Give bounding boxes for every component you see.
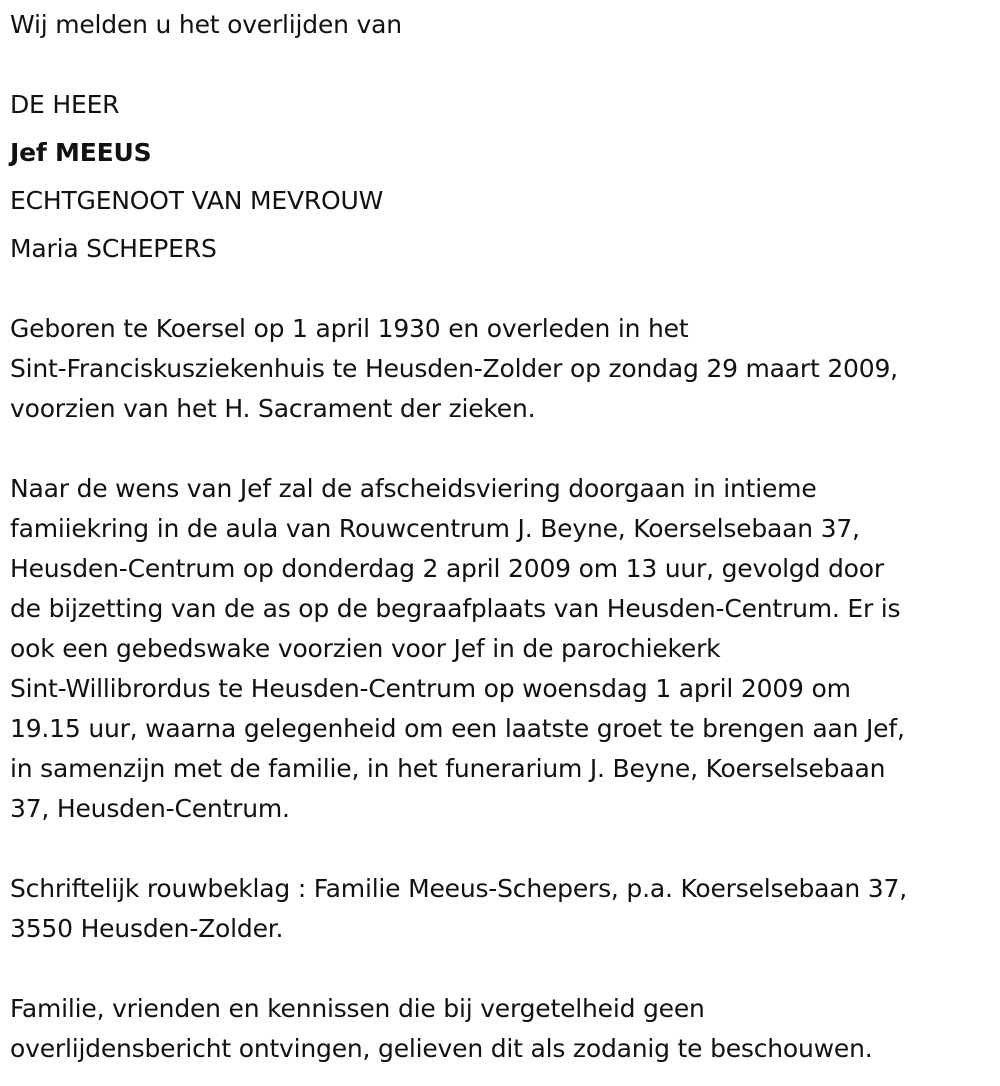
paragraph-line: ook een gebedswake voorzien voor Jef in de parochiekerk [10,634,721,663]
paragraph-line: Naar de wens van Jef zal de afscheidsviering doorgaan in intieme [10,474,817,503]
intro-text: Wij melden u het overlijden van [10,10,402,39]
paragraph-line: Sint-Willibrordus te Heusden-Centrum op woensdag 1 april 2009 om [10,674,851,703]
paragraph-line: de bijzetting van de as op de begraafplaats van Heusden-Centrum. Er is [10,594,901,623]
spouse-label: ECHTGENOOT VAN MEVROUW [10,186,384,215]
honorific: DE HEER [10,90,120,119]
paragraph-line: 19.15 uur, waarna gelegenheid om een laatste groet te brengen aan Jef, [10,714,905,743]
paragraph-line: Familie, vrienden en kennissen die bij vergetelheid geen [10,994,705,1023]
paragraph-line: famiiekring in de aula van Rouwcentrum J. Beyne, Koerselsebaan 37, [10,514,860,543]
paragraph-line: Sint-Franciskusziekenhuis te Heusden-Zolder op zondag 29 maart 2009, [10,354,898,383]
paragraph-line: 37, Heusden-Centrum. [10,794,290,823]
paragraph-line: voorzien van het H. Sacrament der zieken. [10,394,536,423]
paragraph-line: in samenzijn met de familie, in het funerarium J. Beyne, Koerselsebaan [10,754,886,783]
paragraph-line: Geboren te Koersel op 1 april 1930 en overleden in het [10,314,689,343]
paragraph-line: overlijdensbericht ontvingen, gelieven dit als zodanig te beschouwen. [10,1034,873,1063]
spouse-name: Maria SCHEPERS [10,234,217,263]
paragraph-line: 3550 Heusden-Zolder. [10,914,284,943]
paragraph-line: Schriftelijk rouwbeklag : Familie Meeus-Schepers, p.a. Koerselsebaan 37, [10,874,907,903]
paragraph-line: Heusden-Centrum op donderdag 2 april 2009 om 13 uur, gevolgd door [10,554,884,583]
deceased-name: Jef MEEUS [10,138,152,167]
